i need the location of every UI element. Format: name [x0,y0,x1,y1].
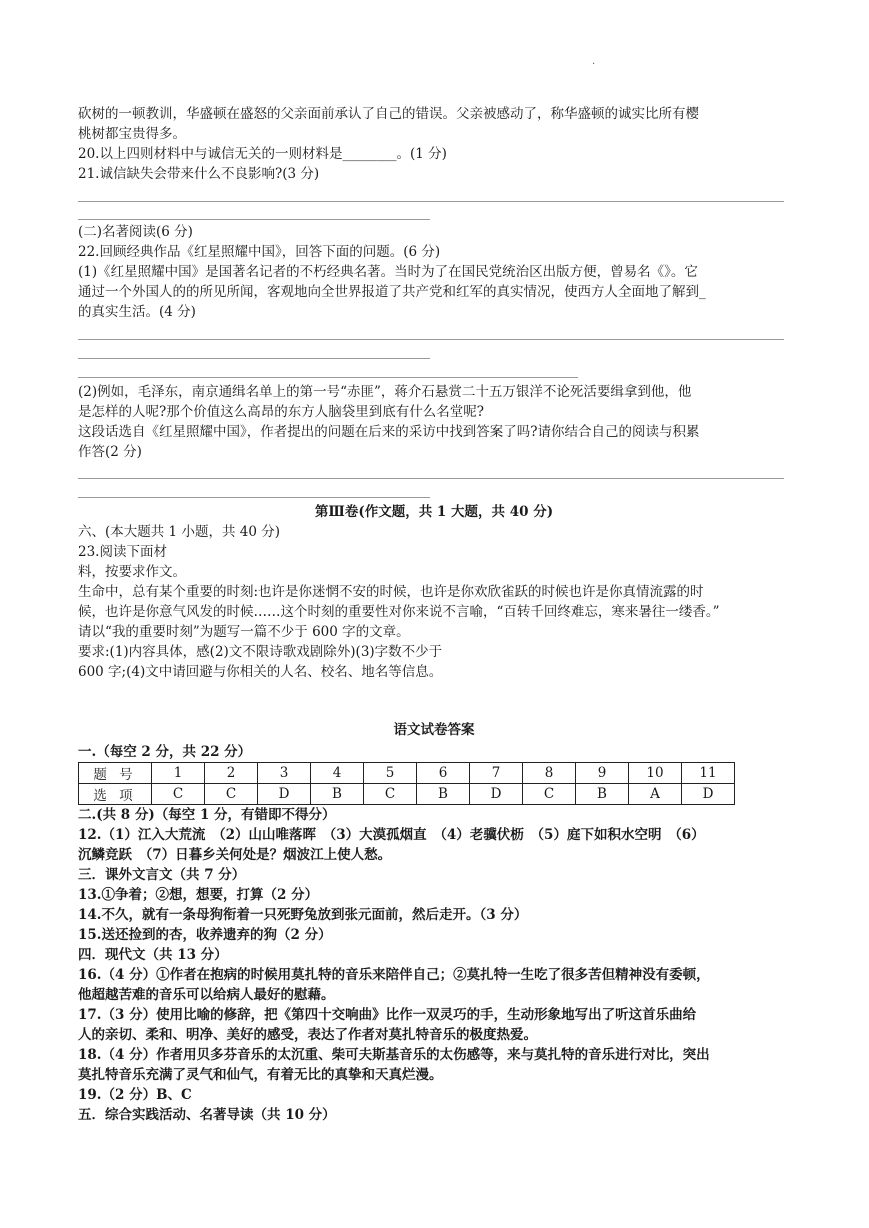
part-heading: 五．综合实践活动、名著导读（共 10 分） [78,1107,336,1123]
table-cell: D [258,784,311,805]
section-title: 第Ⅲ卷(作文题，共 1 大题，共 40 分) [314,504,554,520]
table-cell: D [470,784,523,805]
table-cell: C [364,784,417,805]
answer-line [78,219,430,220]
prompt-line: 请以“我的重要时刻”为题写一篇不少于 600 字的文章。 [78,624,410,640]
requirement-line: 要求:(1)内容具体，感(2)文不限诗歌戏剧除外)(3)字数不少于 [78,644,443,660]
requirement-line: 600 字;(4)文中请回避与你相关的人名、校名、地名等信息。 [78,664,443,680]
answer-line: 14.不久，就有一条母狗衔着一只死野兔放到张元面前，然后走开。（3 分） [78,907,528,923]
part-heading: 三．课外文言文（共 7 分） [78,867,246,883]
paragraph-line: 桃树都宝贵得多。 [78,126,186,142]
table-header: 选 项 [79,784,152,805]
table-row [79,784,735,805]
table-cell: B [311,784,364,805]
question-22: 22.回顾经典作品《红星照耀中国》，回答下面的问题。(6 分) [78,244,441,260]
prompt-line: 候，也许是你意气风发的时候……这个时刻的重要性对你来说不言喻，“百转千回终难忘，寒来暑往一缕香。” [78,604,720,620]
table-cell: 5 [364,763,417,784]
table-cell: C [205,784,258,805]
page-dot: . [592,56,596,67]
answer-line: 13.①争着；②想，想要，打算（2 分） [78,887,319,903]
answer-line: 16.（4 分）①作者在抱病的时候用莫扎特的音乐来陪伴自己；②莫扎特一生吃了很多苦但精神没有委顿， [78,967,710,983]
answer-line: 18.（4 分）作者用贝多芬音乐的太沉重、柴可夫斯基音乐的太伤感等，来与莫扎特的音乐进行对比，突出 [78,1047,710,1063]
subsection-title: (二)名著阅读(6 分) [78,224,193,240]
question-22-1: (1)《红星照耀中国》是国著名记者的不朽经典名著。当时为了在国民党统治区出版方便，曾易名《》。它 [78,264,698,280]
table-cell: B [417,784,470,805]
part-heading: 二.(共 8 分)（每空 1 分，有错即不得分） [78,807,336,823]
table-cell: C [152,784,205,805]
question-22-2-line: (2)例如，毛泽东，南京通缉名单上的第一号“赤匪”，蒋介石悬赏二十五万银洋不论死活要缉拿到他，他 [78,384,692,400]
question-22-2-line: 这段话选自《红星照耀中国》，作者提出的问题在后来的采访中找到答案了吗?请你结合自己的阅读与积累 [78,424,700,440]
table-cell: D [682,784,735,805]
table-row [79,763,735,784]
part-heading: 一.（每空 2 分，共 22 分） [78,744,252,760]
question-23: 23.阅读下面材 [78,544,167,560]
answer-line: 他超越苦难的音乐可以给病人最好的慰藉。 [78,987,335,1003]
part-heading: 六、(本大题共 1 小题，共 40 分) [78,524,280,540]
table-cell: A [629,784,682,805]
question-22-1: 通过一个外国人的的所见所闻，客观地向全世界报道了共产党和红军的真实情况，使西方人全面地了解到_ [78,284,706,300]
answer-line: 19.（2 分）B、C [78,1087,192,1103]
answer-line: 12.（1）江入大荒流 （2）山山唯落晖 （3）大漠孤烟直 （4）老骥伏枥 （5）庭下如积水空明 （6） [78,827,705,843]
answer-line [78,478,784,479]
question-22-1: 的真实生活。(4 分) [78,304,196,320]
question-22-2 [78,382,790,462]
table-cell: 11 [682,763,735,784]
question-20: 20.以上四则材料中与诚信无关的一则材料是________。(1 分) [78,146,447,162]
answer-line: 人的亲切、柔和、明净、美好的感受，表达了作者对莫扎特音乐的极度热爱。 [78,1027,537,1043]
part-heading: 四．现代文（共 13 分） [78,947,228,963]
answer-table [78,762,735,805]
answer-line [78,339,784,340]
table-cell: 7 [470,763,523,784]
classic-reading-section [78,222,790,322]
question-22-2-line: 作答(2 分) [78,444,142,460]
table-cell: 2 [205,763,258,784]
table-cell: 10 [629,763,682,784]
material-section [78,104,790,184]
table-cell: 6 [417,763,470,784]
table-cell: B [576,784,629,805]
prompt-line: 生命中，总有某个重要的时刻:也许是你迷惘不安的时候，也许是你欢欣雀跃的时候也许是你真情流露的时 [78,584,704,600]
answer-key [78,720,790,1125]
answer-line [78,497,430,498]
answer-line [78,377,578,378]
answer-line: 沉鳞竞跃 （7）日暮乡关何处是？烟波江上使人愁。 [78,847,392,863]
answer-line: 17.（3 分）使用比喻的修辞，把《第四十交响曲》比作一双灵巧的手，生动形象地写出了听这首乐曲给 [78,1007,697,1023]
answer-line: 15.送还捡到的杏，收养遗弃的狗（2 分） [78,927,332,943]
table-cell: 1 [152,763,205,784]
table-header: 题 号 [79,763,152,784]
composition-section [78,502,790,682]
answer-line: 莫扎特音乐充满了灵气和仙气，有着无比的真挚和天真烂漫。 [78,1067,443,1083]
question-22-2-line: 是怎样的人呢?那个价值这么高昂的东方人脑袋里到底有什么名堂呢? [78,404,484,420]
question-23: 料，按要求作文。 [78,564,186,580]
paragraph-line: 砍树的一顿教训，华盛顿在盛怒的父亲面前承认了自己的错误。父亲被感动了，称华盛顿的诚实比所有樱 [78,106,699,122]
answer-title: 语文试卷答案 [393,722,475,738]
answer-line [78,358,430,359]
table-cell: 3 [258,763,311,784]
table-cell: 9 [576,763,629,784]
table-cell: 8 [523,763,576,784]
table-cell: C [523,784,576,805]
answer-line [78,201,784,202]
table-cell: 4 [311,763,364,784]
question-21: 21.诚信缺失会带来什么不良影响?(3 分) [78,166,320,182]
